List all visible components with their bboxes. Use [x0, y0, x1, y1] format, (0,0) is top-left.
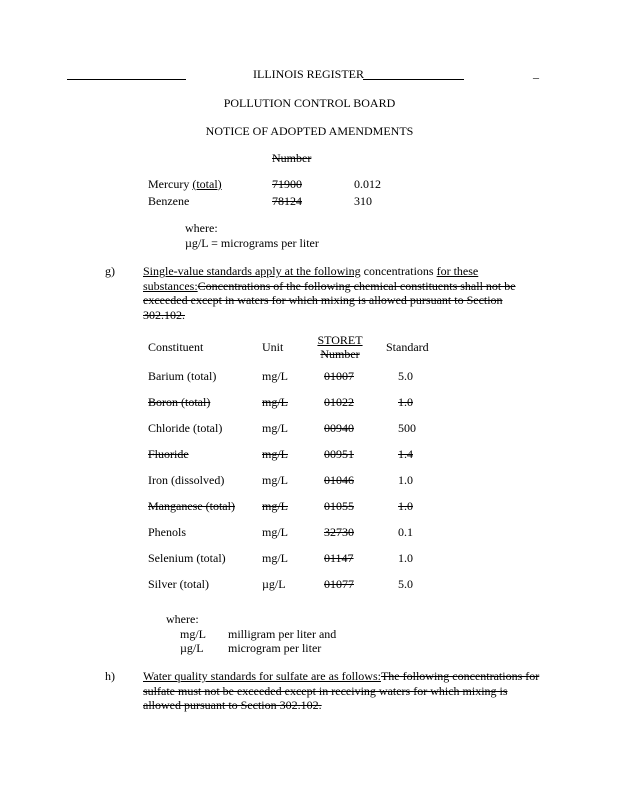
constituent-name: Iron (dissolved) — [148, 473, 225, 487]
storet-number: 01046 — [324, 473, 354, 487]
header-standard: Standard — [386, 340, 429, 354]
board-name: POLLUTION CONTROL BOARD — [223, 96, 396, 110]
constituent-unit: mg/L — [262, 551, 288, 565]
where-label: where: — [185, 221, 218, 235]
header-rule-left — [67, 79, 186, 80]
standard-value: 5.0 — [398, 577, 413, 591]
standard-value: 0.1 — [398, 525, 413, 539]
definition-meaning: milligram per liter and — [228, 627, 337, 641]
standard-value: 1.0 — [398, 395, 413, 409]
storet-number: 00940 — [324, 421, 354, 435]
chemical-number: 78124 — [272, 194, 302, 208]
constituent-name: Chloride (total) — [148, 421, 223, 435]
where-label-2: where: — [166, 612, 199, 626]
standard-value: 5.0 — [398, 369, 413, 383]
constituent-unit: mg/L — [262, 369, 288, 383]
constituent-unit: mg/L — [262, 395, 288, 409]
constituent-unit: mg/L — [262, 525, 288, 539]
header-right-mark: _ — [533, 66, 539, 80]
notice-title: NOTICE OF ADOPTED AMENDMENTS — [205, 124, 414, 138]
storet-number: 01007 — [324, 369, 354, 383]
header-rule-right — [363, 79, 464, 80]
definition-unit: mg/L — [180, 627, 206, 641]
chemical-value: 310 — [354, 194, 372, 208]
section-g-text: Single-value standards apply at the following concentrations for these substances:Concentrations of the following chemical constituents shall not be exceeded except in waters for which mixing is allowed pursuant to Section 302.102. — [143, 264, 516, 322]
constituent-name: Manganese (total) — [148, 499, 235, 513]
constituent-name: Selenium (total) — [148, 551, 226, 565]
number-column-header: Number — [272, 151, 312, 165]
definition-unit: µg/L — [180, 641, 204, 655]
register-title: ILLINOIS REGISTER — [253, 67, 364, 81]
standard-value: 1.0 — [398, 551, 413, 565]
unit-definition: µg/L = micrograms per liter — [185, 236, 319, 250]
storet-number: 01055 — [324, 499, 354, 513]
constituent-name: Barium (total) — [148, 369, 217, 383]
chemical-name: Mercury (total) — [148, 177, 222, 191]
storet-number: 01147 — [324, 551, 354, 565]
storet-number: 32730 — [324, 525, 354, 539]
constituent-unit: mg/L — [262, 421, 288, 435]
constituent-unit: mg/L — [262, 473, 288, 487]
header-constituent: Constituent — [148, 340, 204, 354]
standard-value: 1.0 — [398, 473, 413, 487]
definition-meaning: microgram per liter — [228, 641, 322, 655]
standard-value: 1.0 — [398, 499, 413, 513]
constituent-unit: mg/L — [262, 447, 288, 461]
storet-number: 01022 — [324, 395, 354, 409]
constituent-name: Boron (total) — [148, 395, 211, 409]
chemical-number: 71900 — [272, 177, 302, 191]
chemical-value: 0.012 — [354, 177, 381, 191]
header-storet: STORET Number — [317, 333, 363, 361]
storet-number: 00951 — [324, 447, 354, 461]
standard-value: 1.4 — [398, 447, 413, 461]
storet-number: 01077 — [324, 577, 354, 591]
chemical-name: Benzene — [148, 194, 190, 208]
section-h-label: h) — [105, 669, 115, 683]
section-h-text: Water quality standards for sulfate are as follows:The following concentrations for sulfate must not be exceeded except in receiving waters for which mixing is allowed pursuant to Section 302.102. — [143, 669, 540, 712]
header-unit: Unit — [262, 340, 284, 354]
section-g-label: g) — [105, 264, 115, 278]
standard-value: 500 — [398, 421, 416, 435]
constituent-name: Silver (total) — [148, 577, 209, 591]
constituent-name: Phenols — [148, 525, 187, 539]
constituent-unit: µg/L — [262, 577, 286, 591]
constituent-unit: mg/L — [262, 499, 288, 513]
constituent-name: Fluoride — [148, 447, 189, 461]
